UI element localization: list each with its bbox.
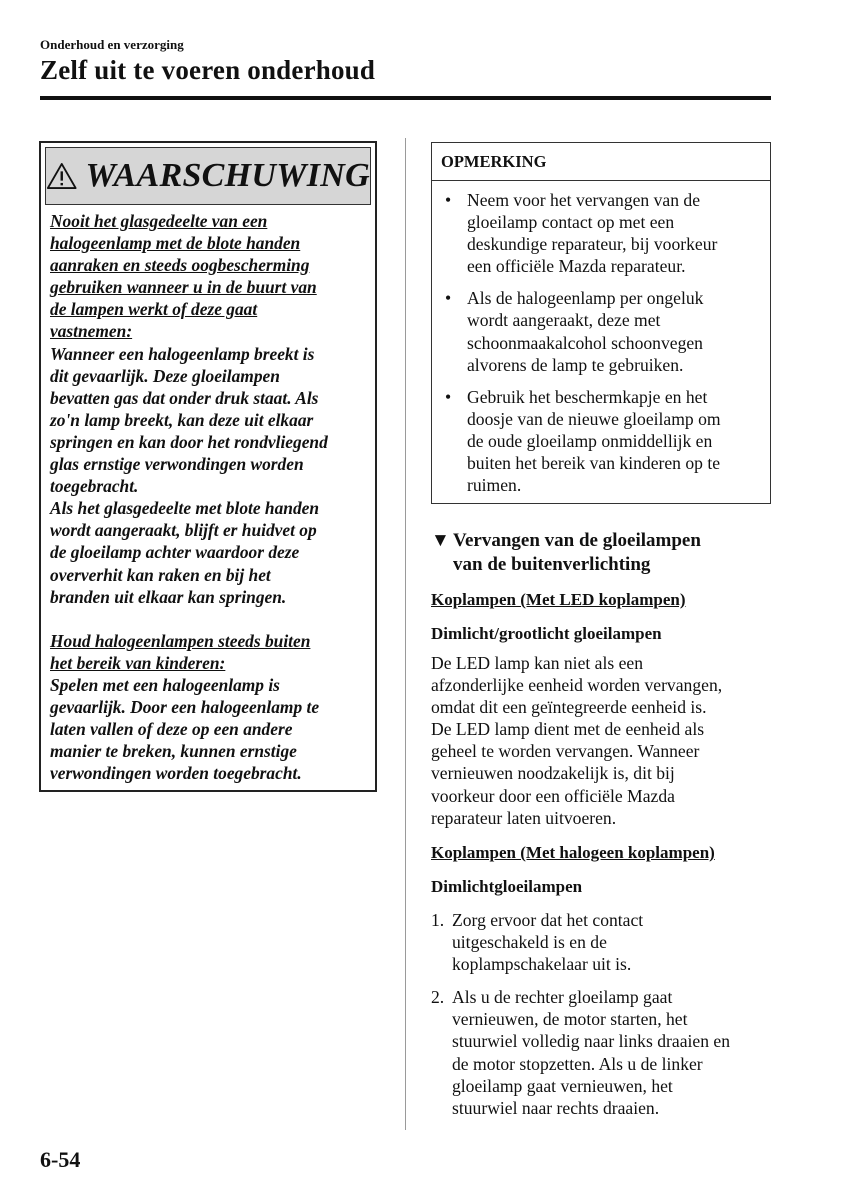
para-line: De LED lamp kan niet als een [431, 653, 644, 673]
warning-line: Nooit het glasgedeelte van een [50, 211, 268, 231]
section-title-line: van de buitenverlichting [453, 553, 651, 575]
triangle-marker-icon: ▼ [431, 530, 450, 551]
note-line: Gebruik het beschermkapje en het [467, 386, 708, 407]
note-line: Neem voor het vervangen van de [467, 190, 701, 210]
para-line: vernieuwen noodzakelijk is, dit bij [431, 763, 675, 784]
note-line: buiten het bereik van kinderen op te [467, 453, 721, 474]
note-item [442, 189, 762, 277]
warning-line: wordt aangeraakt, blijft er huidvet op [50, 520, 317, 541]
warning-line: glas ernstige verwondingen worden [50, 454, 304, 475]
step-line: koplampschakelaar uit is. [452, 954, 632, 975]
section-label: Onderhoud en verzorging [40, 37, 184, 52]
step-line: Als u de rechter gloeilamp gaat [452, 987, 673, 1008]
step-line: stuurwiel volledig naar links draaien en [452, 1031, 730, 1052]
para-line: De LED lamp dient met de eenheid als [431, 719, 705, 740]
warning-line: dit gevaarlijk. Deze gloeilampen [50, 365, 280, 386]
warning-line: manier te breken, kunnen ernstige [50, 741, 297, 762]
warning-line: bevatten gas dat onder druk staat. Als [50, 387, 319, 408]
section-heading [431, 529, 773, 576]
warning-line: verwondingen worden toegebracht. [50, 763, 302, 784]
warning-header [45, 147, 371, 205]
note-line: gloeilamp contact op met een [467, 212, 675, 233]
section-title-line: Vervangen van de gloeilampen [453, 530, 701, 551]
warning-line: Wanneer een halogeenlamp breekt is [50, 343, 315, 364]
halogen-heading: Koplampen (Met halogeen koplampen) [431, 843, 715, 862]
step-line: uitgeschakeld is en de [452, 932, 607, 953]
halogen-subheading: Dimlichtgloeilampen [431, 877, 583, 896]
note-line: wordt aangeraakt, deze met [467, 310, 661, 331]
step-item [431, 909, 773, 975]
warning-triangle-icon [46, 161, 78, 191]
note-box [431, 142, 771, 504]
warning-line: Als het glasgedeelte met blote handen [50, 498, 320, 519]
bullet-icon: • [445, 190, 452, 210]
warning-gap [50, 608, 372, 630]
page-title: Zelf uit te voeren onderhoud [40, 55, 376, 85]
step-number: 2. [431, 987, 445, 1008]
step-line: Zorg ervoor dat het contact [452, 910, 644, 930]
warning-line: branden uit elkaar kan springen. [50, 586, 287, 607]
para-line: geheel te worden vervangen. Wanneer [431, 741, 700, 762]
note-item-text [467, 287, 703, 375]
para-line: afzonderlijke eenheid worden vervangen, [431, 675, 723, 696]
warning-line: aanraken en steeds oogbescherming [50, 255, 310, 276]
note-line: de oude gloeilamp onmiddellijk en [467, 430, 713, 451]
step-line: vernieuwen, de motor starten, het [452, 1009, 688, 1030]
para-line: omdat dit een geïntegreerde eenheid is. [431, 697, 707, 718]
led-heading: Koplampen (Met LED koplampen) [431, 590, 686, 609]
note-title: OPMERKING [432, 143, 770, 181]
note-line: schoonmaakalcohol schoonvegen [467, 332, 703, 353]
column-divider [405, 138, 406, 1130]
step-item [431, 986, 773, 1119]
warning-line: Houd halogeenlampen steeds buiten [50, 630, 311, 651]
note-line: Als de halogeenlamp per ongeluk [467, 288, 704, 309]
warning-line: de gloeilamp achter waardoor deze [50, 542, 300, 563]
warning-line: zo'n lamp breekt, kan deze uit elkaar [50, 409, 314, 430]
note-list [432, 181, 770, 496]
note-item [442, 386, 762, 496]
warning-body [50, 210, 372, 784]
warning-title: WAARSCHUWING [85, 157, 370, 194]
led-subheading: Dimlicht/grootlicht gloeilampen [431, 624, 662, 643]
bullet-icon: • [445, 386, 452, 407]
note-item [442, 287, 762, 375]
led-paragraph [431, 652, 773, 829]
para-line: voorkeur door een officiële Mazda [431, 785, 675, 806]
title-rule [40, 96, 771, 100]
page-number: 6-54 [40, 1147, 81, 1172]
warning-line: gebruiken wanneer u in de buurt van [50, 277, 317, 298]
warning-line: het bereik van kinderen: [50, 652, 226, 673]
note-line: alvorens de lamp te gebruiken. [467, 354, 684, 375]
step-text [452, 909, 643, 975]
warning-line: vastnemen: [50, 321, 133, 342]
step-line: gloeilamp gaat vernieuwen, het [452, 1075, 673, 1096]
warning-line: springen en kan door het rondvliegend [50, 431, 328, 452]
note-item-text [467, 189, 717, 277]
note-line: een officiële Mazda reparateur. [467, 256, 686, 277]
bullet-icon: • [445, 288, 452, 309]
note-line: doosje van de nieuwe gloeilamp om [467, 408, 721, 429]
note-line: deskundige reparateur, bij voorkeur [467, 234, 718, 255]
warning-line: de lampen werkt of deze gaat [50, 299, 258, 320]
warning-line: halogeenlamp met de blote handen [50, 233, 301, 254]
step-list [431, 909, 773, 1119]
warning-line: laten vallen of deze op een andere [50, 719, 293, 740]
note-line: ruimen. [467, 475, 522, 496]
warning-line: gevaarlijk. Door een halogeenlamp te [50, 696, 320, 717]
warning-line: oververhit kan raken en bij het [50, 564, 271, 585]
warning-line: toegebracht. [50, 476, 139, 497]
warning-line: Spelen met een halogeenlamp is [50, 674, 280, 695]
note-item-text [467, 386, 721, 496]
para-line: reparateur laten uitvoeren. [431, 807, 617, 828]
step-line: stuurwiel naar rechts draaien. [452, 1097, 660, 1118]
warning-box [39, 141, 377, 792]
step-number: 1. [431, 910, 445, 930]
step-line: de motor stopzetten. Als u de linker [452, 1053, 703, 1074]
step-text [452, 986, 730, 1119]
